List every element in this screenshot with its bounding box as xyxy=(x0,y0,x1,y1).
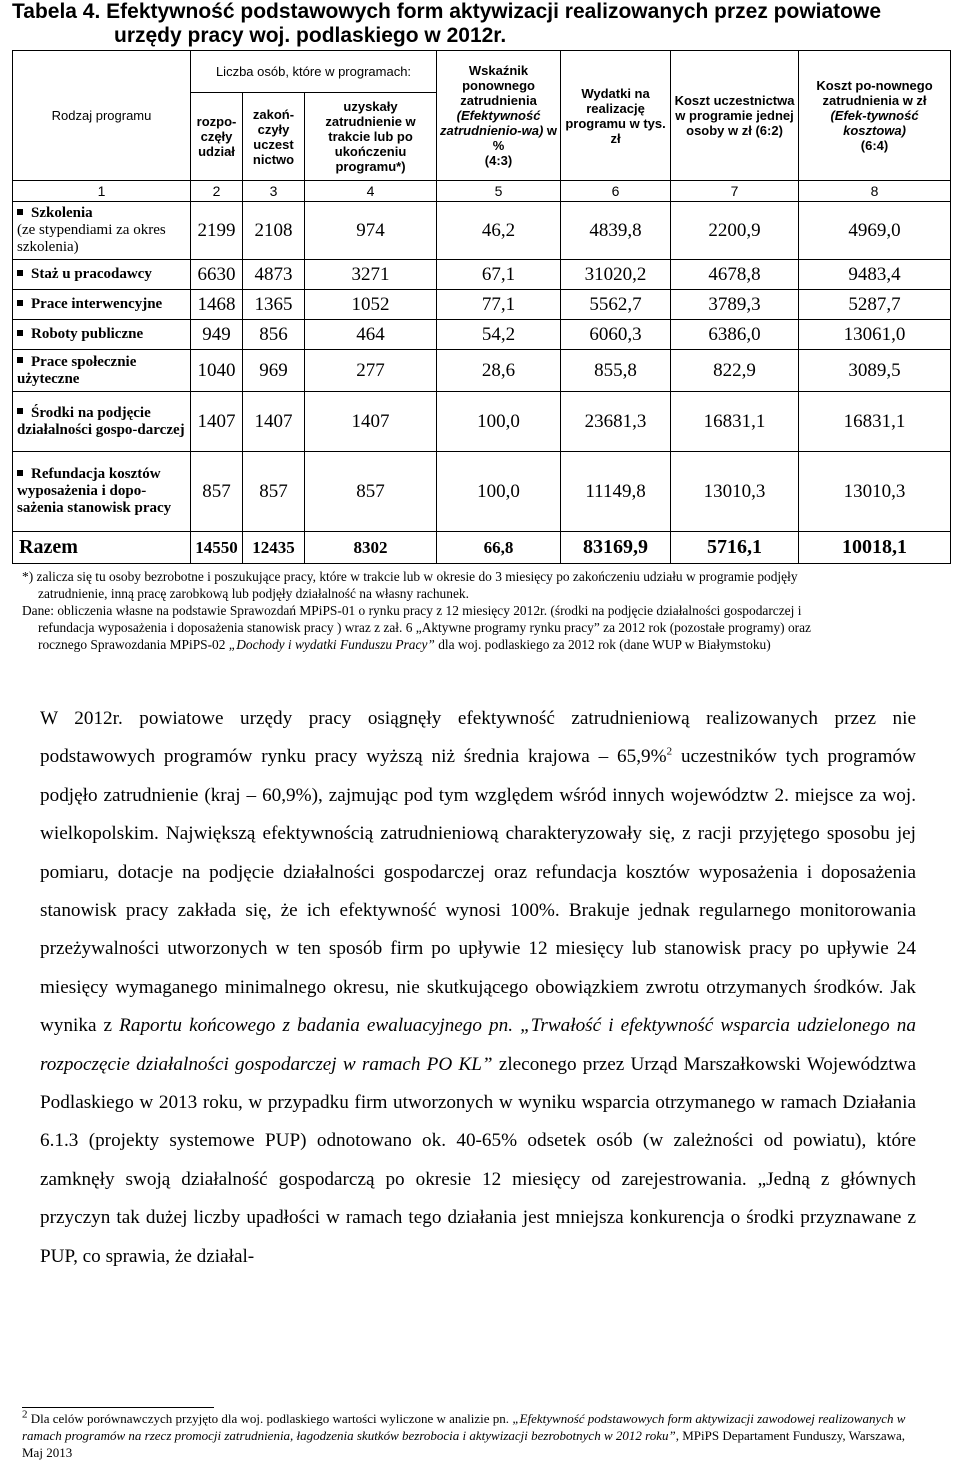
cell-value: 974 xyxy=(305,202,437,260)
total-value: 12435 xyxy=(243,532,305,564)
total-label: Razem xyxy=(13,532,191,564)
col-num: 1 xyxy=(13,181,191,202)
efficiency-table xyxy=(12,50,951,564)
cell-value: 855,8 xyxy=(561,350,671,392)
col-num: 6 xyxy=(561,181,671,202)
cell-value: 1407 xyxy=(243,392,305,452)
cell-value: 2200,9 xyxy=(671,202,799,260)
total-value: 14550 xyxy=(191,532,243,564)
bullet-icon xyxy=(17,470,23,476)
cell-value: 4678,8 xyxy=(671,260,799,290)
cell-value: 857 xyxy=(243,452,305,532)
cell-value: 67,1 xyxy=(437,260,561,290)
cell-value: 16831,1 xyxy=(799,392,951,452)
cell-value: 13010,3 xyxy=(671,452,799,532)
header-employed: uzyskały zatrudnienie w trakcie lub po ukończeniu programu*) xyxy=(305,93,437,181)
cell-value: 9483,4 xyxy=(799,260,951,290)
note-source-cont: refundacja wyposażenia i doposażenia stanowisk pracy ) wraz z zał. 6 „Aktywne programy rynku pracy” za 2012 rok (pozostałe programy) oraz xyxy=(38,620,811,635)
cell-value: 13061,0 xyxy=(799,320,951,350)
col-num: 8 xyxy=(799,181,951,202)
cell-value: 857 xyxy=(191,452,243,532)
cell-value: 23681,3 xyxy=(561,392,671,452)
cell-value: 969 xyxy=(243,350,305,392)
cell-value: 464 xyxy=(305,320,437,350)
title-line-1: Tabela 4. Efektywność podstawowych form aktywizacji realizowanych przez powiatowe xyxy=(12,0,882,23)
header-reemployment-cost: Koszt po-nownego zatrudnienia w zł (Efek-tywność kosztowa) (6:4) xyxy=(799,51,951,181)
cell-value: 4839,8 xyxy=(561,202,671,260)
header-expenses: Wydatki na realizację programu w tys. zł xyxy=(561,51,671,181)
total-value: 66,8 xyxy=(437,532,561,564)
cell-value: 4969,0 xyxy=(799,202,951,260)
note-source-cont2: rocznego Sprawozdania MPiPS-02 „Dochody i wydatki Funduszu Pracy” dla woj. podlaskiego za 2012 rok (dane WUP w Białymstoku) xyxy=(38,637,771,652)
footnote-divider xyxy=(22,1407,214,1408)
header-program-type: Rodzaj programu xyxy=(13,51,191,181)
cell-value: 856 xyxy=(243,320,305,350)
cell-value: 1052 xyxy=(305,290,437,320)
col-num: 2 xyxy=(191,181,243,202)
col-num: 7 xyxy=(671,181,799,202)
cell-value: 4873 xyxy=(243,260,305,290)
table-row xyxy=(13,320,951,350)
footnote: $^2$ Dla celów porównawczych przyjęto dla woj. podlaskiego wartości wyliczone w analizie pn. „Efektywność podstawowych form aktywizacji zawodowej realizowanych w ramach programów na rzecz promocji zatrudnienia, łagodzenia skutków bezrobocia i aktywizacji bezrobotnych w 2012 roku”, MPiPS Departament Funduszy, Warszawa, Maj 2013 xyxy=(22,1408,906,1460)
body-text xyxy=(40,700,916,1276)
cell-value: 6060,3 xyxy=(561,320,671,350)
column-number-row xyxy=(13,181,951,202)
col-num: 5 xyxy=(437,181,561,202)
cell-value: 2199 xyxy=(191,202,243,260)
bullet-icon xyxy=(17,209,23,215)
cell-value: 6386,0 xyxy=(671,320,799,350)
row-label: Staż u pracodawcy xyxy=(13,260,191,290)
table-row xyxy=(13,452,951,532)
header-participation-cost: Koszt uczestnictwa w programie jednej osoby w zł (6:2) xyxy=(671,51,799,181)
title-line-2: urzędy pracy woj. podlaskiego w 2012r. xyxy=(114,24,507,47)
bullet-icon xyxy=(17,408,23,414)
cell-value: 5287,7 xyxy=(799,290,951,320)
cell-value: 3271 xyxy=(305,260,437,290)
cell-value: 3789,3 xyxy=(671,290,799,320)
cell-value: 5562,7 xyxy=(561,290,671,320)
cell-value: 28,6 xyxy=(437,350,561,392)
header-started: rozpo-częły udział xyxy=(191,93,243,181)
cell-value: 3089,5 xyxy=(799,350,951,392)
total-row xyxy=(13,532,951,564)
total-value: 5716,1 xyxy=(671,532,799,564)
table-row xyxy=(13,392,951,452)
cell-value: 16831,1 xyxy=(671,392,799,452)
row-label: Szkolenia (ze stypendiami za okres szkolenia) xyxy=(13,202,191,260)
row-label: Refundacja kosztów wyposażenia i dopo-sażenia stanowisk pracy xyxy=(13,452,191,532)
cell-value: 1407 xyxy=(305,392,437,452)
cell-value: 100,0 xyxy=(437,452,561,532)
col-num: 4 xyxy=(305,181,437,202)
note-asterisk: *) zalicza się tu osoby bezrobotne i poszukujące pracy, które w trakcie lub w okresie do 3 miesięcy po zakończeniu udziału w programie podjęły xyxy=(22,569,798,584)
cell-value: 1365 xyxy=(243,290,305,320)
cell-value: 11149,8 xyxy=(561,452,671,532)
row-label: Prace społecznie użyteczne xyxy=(13,350,191,392)
cell-value: 1407 xyxy=(191,392,243,452)
row-label: Roboty publiczne xyxy=(13,320,191,350)
bullet-icon xyxy=(17,330,23,336)
cell-value: 1040 xyxy=(191,350,243,392)
bullet-icon xyxy=(17,300,23,306)
cell-value: 77,1 xyxy=(437,290,561,320)
total-value: 8302 xyxy=(305,532,437,564)
cell-value: 1468 xyxy=(191,290,243,320)
footnote-ref: 2 xyxy=(666,746,673,759)
table-row xyxy=(13,350,951,392)
total-value: 10018,1 xyxy=(799,532,951,564)
cell-value: 2108 xyxy=(243,202,305,260)
table-row xyxy=(13,290,951,320)
table-notes xyxy=(22,568,954,653)
total-value: 83169,9 xyxy=(561,532,671,564)
row-label: Środki na podjęcie działalności gospo-darczej xyxy=(13,392,191,452)
table-row xyxy=(13,202,951,260)
header-completed: zakoń-czyły uczest nictwo xyxy=(243,93,305,181)
note-asterisk-cont: zatrudnienie, inną pracę zarobkową lub podjęły działalność na własny rachunek. xyxy=(38,586,469,601)
cell-value: 277 xyxy=(305,350,437,392)
header-reemployment-rate: Wskaźnik ponownego zatrudnienia (Efektywność zatrudnienio-wa) w % (4:3) xyxy=(437,51,561,181)
bullet-icon xyxy=(17,357,23,363)
cell-value: 13010,3 xyxy=(799,452,951,532)
cell-value: 822,9 xyxy=(671,350,799,392)
footnote-number: 2 xyxy=(22,1408,28,1421)
body-paragraph: W 2012r. powiatowe urzędy pracy osiągnęły efektywność zatrudnieniową realizowanych przez nie podstawowych programów rynku pracy wyższą niż średnia krajowa – 65,9%$^2$ uczestników tych programów podjęło zatrudnienie (kraj – 60,9%), zajmując pod tym względem wśród innych województw 2. miejsce za woj. wielkopolskim. Największą efektywnością zatrudnieniową charakteryzowały się, z racji przyjętego sposobu jej pomiaru, dotacje na podjęcie działalności gospodarczej oraz refundacja kosztów wyposażenia i doposażenia stanowisk pracy zakłada się, że ich efektywność wynosi 100%. Brakuje jednak regularnego monitorowania przeżywalności utworzonych w ten sposób firm po upływie 12 miesięcy lub stanowisk pracy po upływie 24 miesięcy wymaganego minimalnego okresu, nie skutkującego obowiązkiem zwrotu otrzymanych środków. Jak wynika z Raportu końcowego z badania ewaluacyjnego pn. „Trwałość i efektywność wsparcia udzielonego na rozpoczęcie działalności gospodarczej w ramach PO KL” zleconego przez Urząd Marszałkowski Województwa Podlaskiego w 2013 roku, w przypadku firm utworzonych w wyniku wsparcia otrzymanego w ramach Działania 6.1.3 (projekty systemowe PUP) odnotowano ok. 40-65% odsetek osób (w zależności od powiatu), które zamknęły swoją działalność gospodarczą po okresie 12 miesięcy od zarejestrowania. „Jedną z głównych przyczyn tak dużej liczby upadłości w ramach tego działania jest mniejsza konkurencja o środki przyznawane z PUP, co sprawia, że działal- xyxy=(40,708,916,1267)
table-row xyxy=(13,260,951,290)
cell-value: 46,2 xyxy=(437,202,561,260)
note-source: Dane: obliczenia własne na podstawie Sprawozdań MPiPS-01 o rynku pracy z 12 miesięcy 2012r. (środki na podjęcie działalności gospodarczej i xyxy=(22,603,802,618)
table-title xyxy=(12,0,952,48)
cell-value: 6630 xyxy=(191,260,243,290)
cell-value: 31020,2 xyxy=(561,260,671,290)
cell-value: 949 xyxy=(191,320,243,350)
header-people-count: Liczba osób, które w programach: xyxy=(191,51,437,93)
cell-value: 857 xyxy=(305,452,437,532)
col-num: 3 xyxy=(243,181,305,202)
row-label: Prace interwencyjne xyxy=(13,290,191,320)
cell-value: 100,0 xyxy=(437,392,561,452)
bullet-icon xyxy=(17,270,23,276)
cell-value: 54,2 xyxy=(437,320,561,350)
